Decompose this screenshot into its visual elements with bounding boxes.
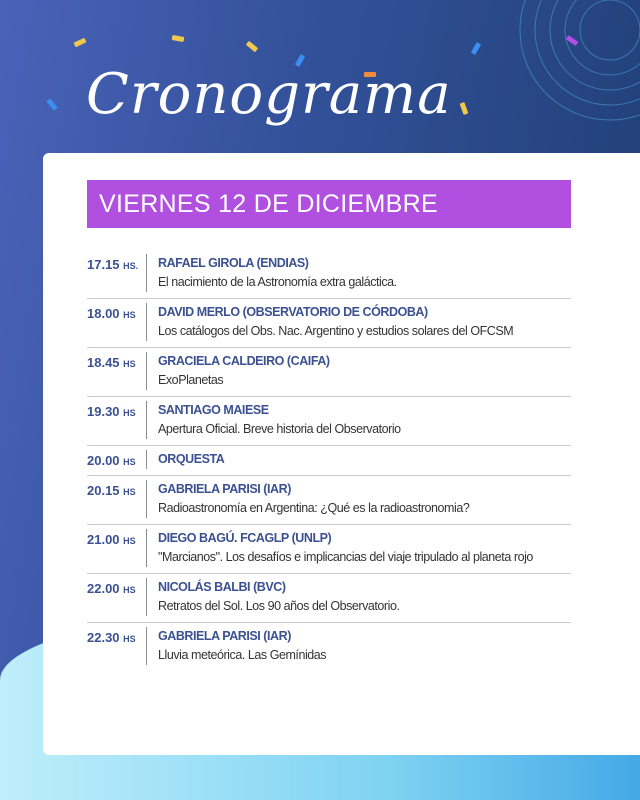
schedule-row: [87, 623, 571, 671]
talk-topic: ExoPlanetas: [158, 373, 224, 387]
speaker: GABRIELA PARISI (IAR): [158, 482, 291, 496]
speaker: DIEGO BAGÚ. FCAGLP (UNLP): [158, 531, 332, 545]
schedule-row: [87, 397, 571, 446]
schedule-list: [87, 250, 571, 671]
talk-topic: "Marcianos". Los desafíos e implicancias del viaje tripulado al planeta rojo: [158, 550, 533, 564]
time: 19.30 HS: [87, 401, 147, 439]
page-title: Cronograma: [86, 62, 452, 127]
schedule-row: [87, 476, 571, 525]
schedule-row: [87, 299, 571, 348]
speaker: RAFAEL GIROLA (ENDIAS): [158, 256, 309, 270]
time: 18.00 HS: [87, 303, 147, 341]
time: 22.30 HS: [87, 627, 147, 665]
time: 20.00 HS: [87, 450, 147, 469]
talk-topic: Retratos del Sol. Los 90 años del Observatorio.: [158, 599, 400, 613]
day-header: VIERNES 12 DE DICIEMBRE: [87, 180, 571, 228]
talk-topic: Apertura Oficial. Breve historia del Observatorio: [158, 422, 401, 436]
time: 18.45 HS: [87, 352, 147, 390]
schedule-card: [43, 153, 640, 755]
speaker: DAVID MERLO (OBSERVATORIO DE CÓRDOBA): [158, 305, 428, 319]
schedule-row: [87, 250, 571, 299]
schedule-row: [87, 446, 571, 476]
talk-topic: Lluvia meteórica. Las Gemínidas: [158, 648, 327, 662]
speaker: NICOLÁS BALBI (BVC): [158, 580, 286, 594]
time: 20.15 HS: [87, 480, 147, 518]
schedule-row: [87, 525, 571, 574]
speaker: GRACIELA CALDEIRO (CAIFA): [158, 354, 330, 368]
talk-topic: Los catálogos del Obs. Nac. Argentino y estudios solares del OFCSM: [158, 324, 514, 338]
schedule-row: [87, 574, 571, 623]
speaker: GABRIELA PARISI (IAR): [158, 629, 291, 643]
time: 21.00 HS: [87, 529, 147, 567]
orbit-rings-decoration: [510, 0, 640, 130]
speaker: ORQUESTA: [158, 452, 225, 466]
talk-topic: Radioastronomía en Argentina: ¿Qué es la radioastronomia?: [158, 501, 470, 515]
schedule-row: [87, 348, 571, 397]
talk-topic: El nacimiento de la Astronomía extra galáctica.: [158, 275, 397, 289]
speaker: SANTIAGO MAIESE: [158, 403, 269, 417]
time: 17.15 HS.: [87, 254, 147, 292]
time: 22.00 HS: [87, 578, 147, 616]
